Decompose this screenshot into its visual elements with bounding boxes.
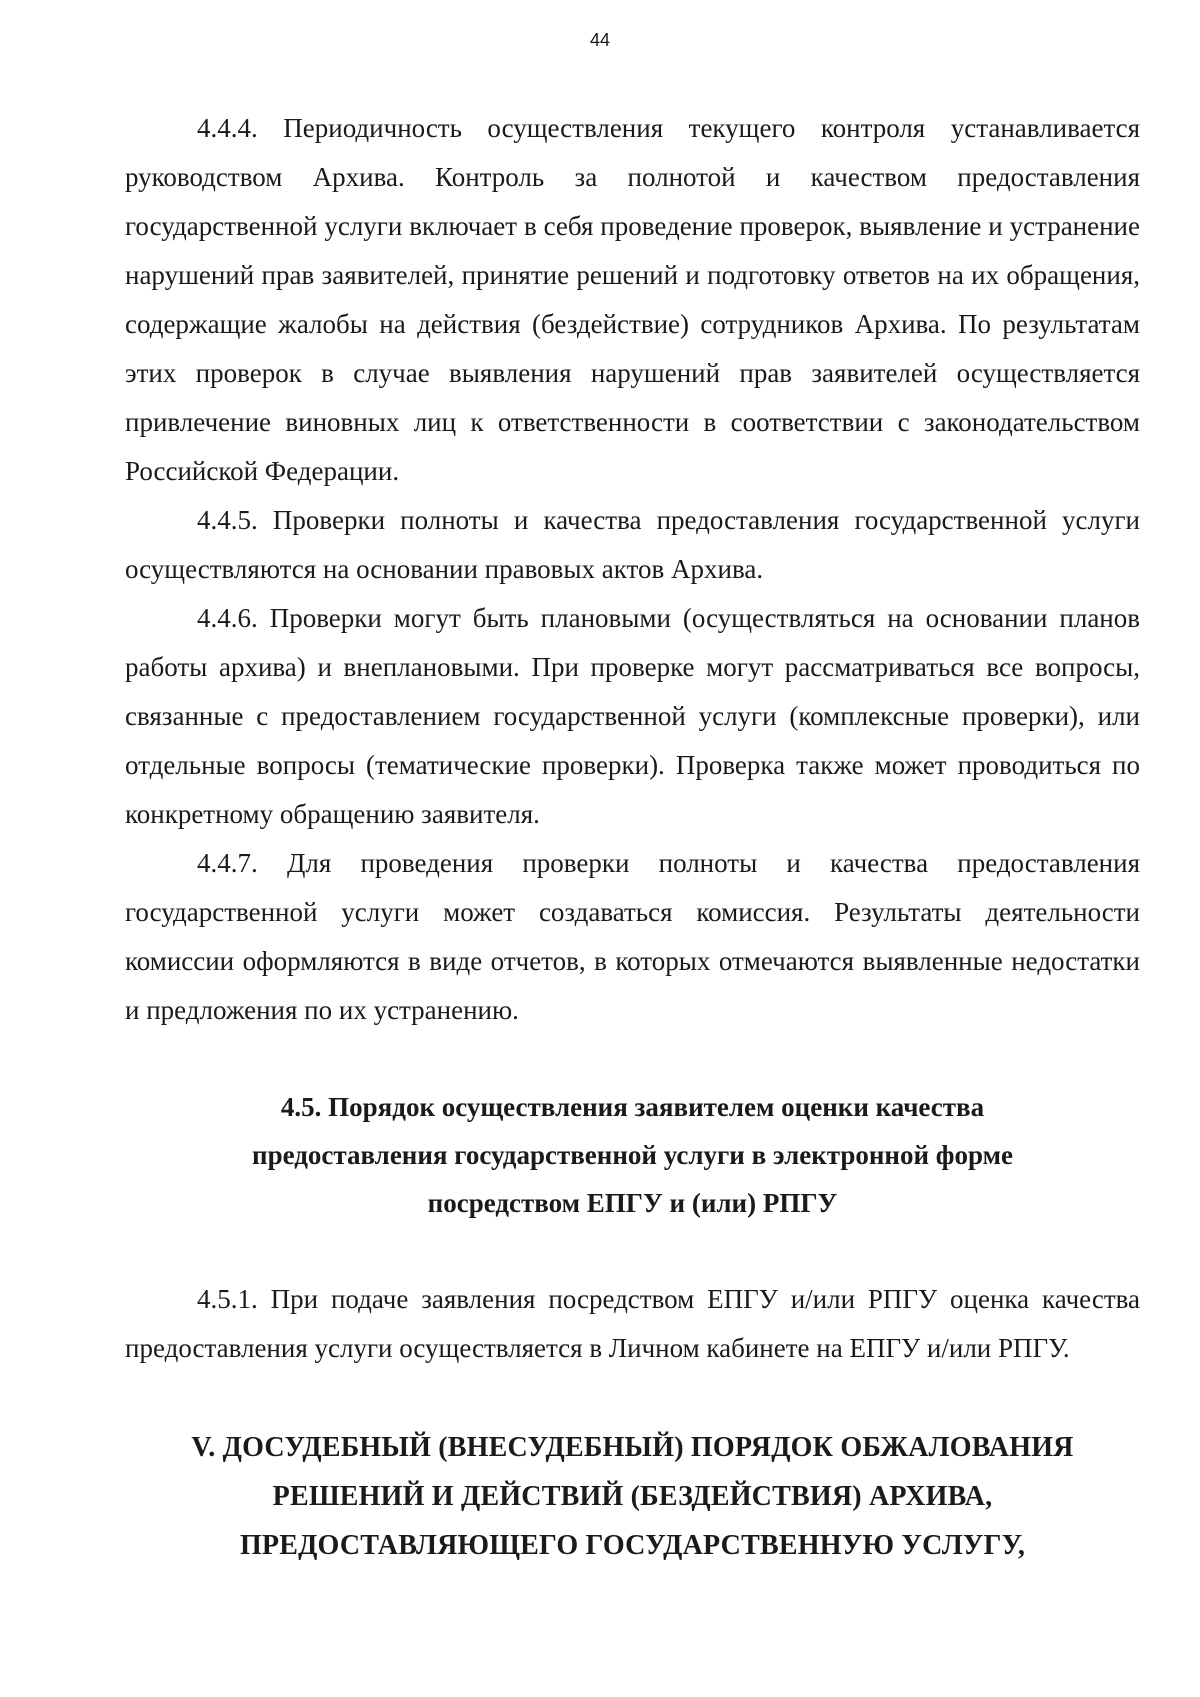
subsection-heading-4-5: [125, 1083, 1140, 1227]
paragraph-4-4-5: 4.4.5. Проверки полноты и качества предоставления государственной услуги осуществляются на основании правовых актов Архива.: [125, 505, 1140, 584]
section-heading-line-2: РЕШЕНИЙ И ДЕЙСТВИЙ (БЕЗДЕЙСТВИЯ) АРХИВА,: [272, 1481, 993, 1512]
section-heading-v: [125, 1423, 1140, 1570]
document-body: [125, 104, 1140, 1570]
page-number: 44: [589, 30, 611, 50]
paragraph-4-5-1: 4.5.1. При подаче заявления посредством ЕПГУ и/или РПГУ оценка качества предоставления услуги осуществляется в Личном кабинете на ЕПГУ и/или РПГУ.: [125, 1284, 1140, 1363]
paragraph-4-4-7: 4.4.7. Для проведения проверки полноты и качества предоставления государственной услуги может создаваться комиссия. Результаты деятельности комиссии оформляются в виде отчетов, в которых отмечаются выявленные недостатки и предложения по их устранению.: [125, 848, 1140, 1025]
section-heading-line-3: ПРЕДОСТАВЛЯЮЩЕГО ГОСУДАРСТВЕННУЮ УСЛУГУ,: [239, 1530, 1026, 1561]
section-heading-line-1: V. ДОСУДЕБНЫЙ (ВНЕСУДЕБНЫЙ) ПОРЯДОК ОБЖАЛОВАНИЯ: [191, 1432, 1074, 1463]
paragraph-4-4-6: 4.4.6. Проверки могут быть плановыми (осуществляться на основании планов работы архива) и внеплановыми. При проверке могут рассматриваться все вопросы, связанные с предоставлением государственной услуги (комплексные проверки), или отдельные вопросы (тематические проверки). Проверка также может проводиться по конкретному обращению заявителя.: [125, 603, 1140, 829]
subsection-heading-line-2: предоставления государственной услуги в электронной форме: [252, 1140, 1013, 1170]
subsection-heading-line-1: 4.5. Порядок осуществления заявителем оценки качества: [280, 1092, 985, 1122]
paragraph-4-4-4: 4.4.4. Периодичность осуществления текущего контроля устанавливается руководством Архива. Контроль за полнотой и качеством предоставления государственной услуги включает в себя проведение проверок, выявление и устранение нарушений прав заявителей, принятие решений и подготовку ответов на их обращения, содержащие жалобы на действия (бездействие) сотрудников Архива. По результатам этих проверок в случае выявления нарушений прав заявителей осуществляется привлечение виновных лиц к ответственности в соответствии с законодательством Российской Федерации.: [125, 113, 1140, 486]
subsection-heading-line-3: посредством ЕПГУ и (или) РПГУ: [427, 1188, 838, 1218]
